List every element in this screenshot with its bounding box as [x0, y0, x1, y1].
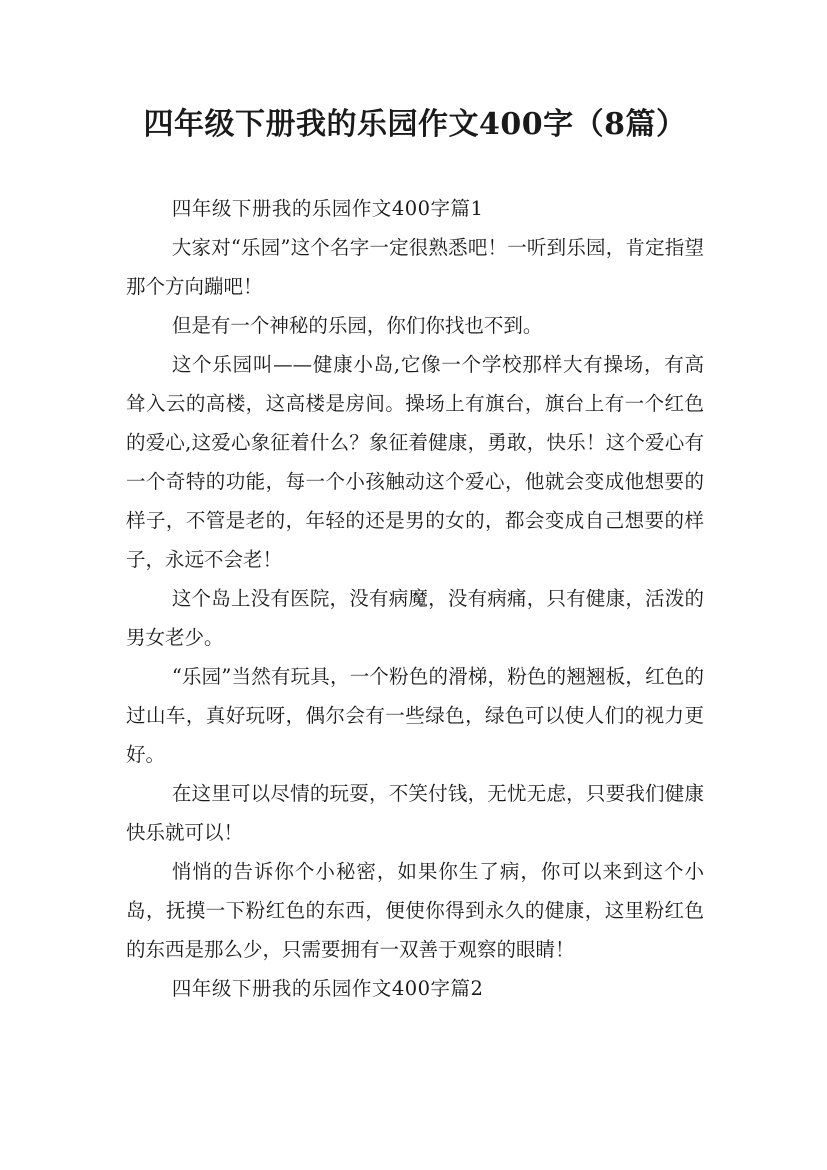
section-heading-1: 四年级下册我的乐园作文400字篇1 [171, 197, 484, 220]
paragraph: 这个乐园叫——健康小岛,它像一个学校那样大有操场，有高耸入云的高楼，这高楼是房间。操场上有旗台，旗台上有一个红色的爱心,这爱心象征着什么？象征着健康，勇敢，快乐！这个爱心有一个奇特的功能，每一个小孩触动这个爱心，他就会变成他想要的样子，不管是老的，年轻的还是男的女的，都会变成自己想要的样子，永远不会老！ [126, 353, 704, 571]
document-title: 四年级下册我的乐园作文400字（8篇） [143, 107, 687, 142]
paragraph: 这个岛上没有医院，没有病魔，没有病痛，只有健康，活泼的男女老少。 [126, 587, 704, 649]
paragraph: 在这里可以尽情的玩耍，不笑付钱，无忧无虑，只要我们健康快乐就可以！ [126, 782, 704, 844]
paragraph: 悄悄的告诉你个小秘密，如果你生了病，你可以来到这个小岛，抚摸一下粉红色的东西，便使你得到永久的健康，这里粉红色的东西是那么少，只需要拥有一双善于观察的眼睛！ [126, 860, 704, 961]
section-heading-2: 四年级下册我的乐园作文400字篇2 [171, 977, 484, 1000]
document-body [126, 189, 704, 1008]
paragraph: 但是有一个神秘的乐园，你们你找也不到。 [171, 314, 543, 337]
paragraph: 大家对“乐园”这个名字一定很熟悉吧！一听到乐园，肯定指望那个方向蹦吧！ [126, 236, 704, 298]
paragraph: “乐园”当然有玩具，一个粉色的滑梯，粉色的翘翘板，红色的过山车，真好玩呀，偶尔会有一些绿色，绿色可以使人们的视力更好。 [126, 665, 704, 766]
